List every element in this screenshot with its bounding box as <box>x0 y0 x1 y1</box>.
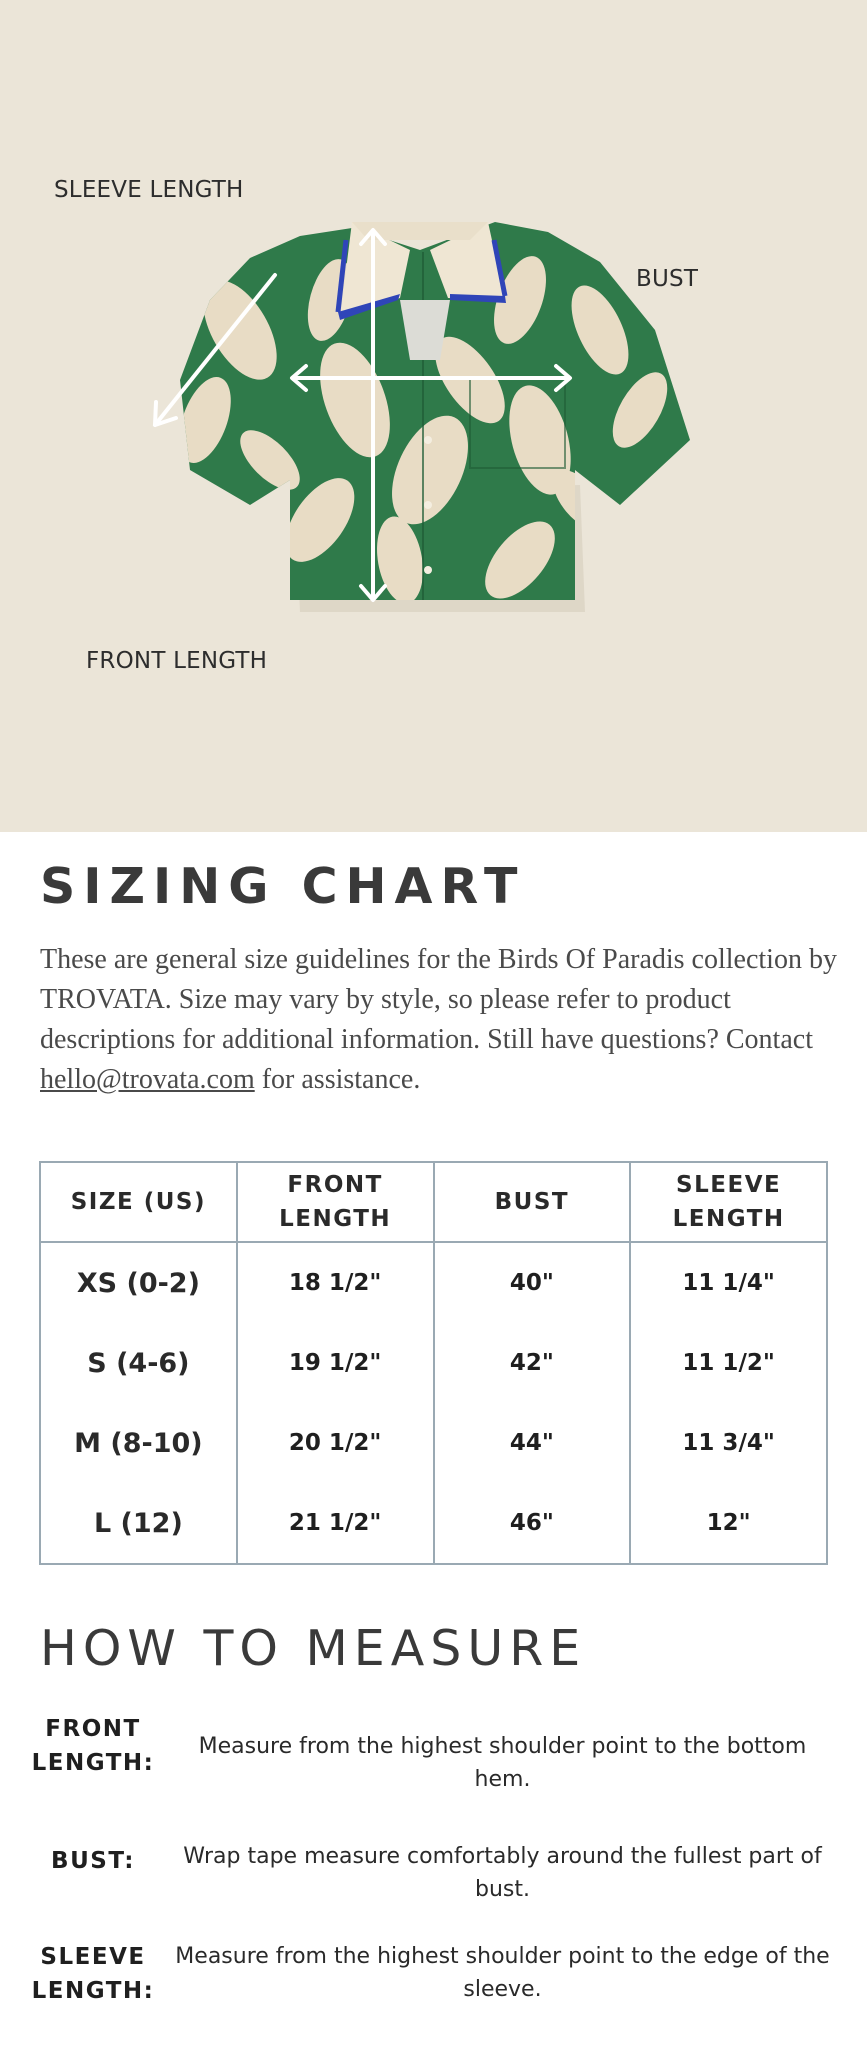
cell-sleeve-length: 11 3/4" <box>630 1403 827 1483</box>
cell-front-length: 18 1/2" <box>237 1242 434 1323</box>
contact-email-link[interactable]: hello@trovata.com <box>40 1064 255 1095</box>
measure-description: Wrap tape measure comfortably around the fullest part of bust. <box>183 1844 822 1902</box>
header-front-length <box>237 1162 434 1242</box>
cell-sleeve-length: 11 1/2" <box>630 1323 827 1403</box>
header-sleeve-length <box>630 1162 827 1242</box>
table-row <box>40 1403 827 1483</box>
cell-bust: 42" <box>434 1323 631 1403</box>
measure-description: Measure from the highest shoulder point to the bottom hem. <box>198 1734 807 1792</box>
sizing-chart-title: SIZING CHART <box>40 858 526 915</box>
header-front-line2: LENGTH <box>279 1206 392 1232</box>
measure-description: Measure from the highest shoulder point to the edge of the sleeve. <box>175 1944 830 2002</box>
measure-term: BUST: <box>51 1848 135 1874</box>
cell-front-length: 19 1/2" <box>237 1323 434 1403</box>
cell-size: L (12) <box>40 1483 237 1564</box>
header-sleeve-line2: LENGTH <box>672 1206 785 1232</box>
front-length-label: FRONT LENGTH <box>86 648 268 674</box>
intro-suffix: for assistance. <box>254 1064 421 1095</box>
cell-bust: 40" <box>434 1242 631 1323</box>
measure-term <box>28 1940 158 2008</box>
measure-term-line1: SLEEVE <box>40 1944 146 1970</box>
measure-term-line2: LENGTH: <box>31 1978 155 2004</box>
bust-label: BUST <box>636 266 699 292</box>
cell-bust: 44" <box>434 1403 631 1483</box>
cell-sleeve-length: 12" <box>630 1483 827 1564</box>
table-header-row <box>40 1162 827 1242</box>
intro-text: These are general size guidelines for the Birds Of Paradis collection by TROVATA. Size may vary by style, so please refer to product descriptions for additional information. Still have questions? Contact <box>40 944 837 1055</box>
cell-size: S (4-6) <box>40 1323 237 1403</box>
measure-term-line1: FRONT <box>45 1716 141 1742</box>
table-row <box>40 1483 827 1564</box>
measure-term-line2: LENGTH: <box>31 1750 155 1776</box>
measure-term <box>28 1712 158 1780</box>
header-sleeve-line1: SLEEVE <box>676 1172 782 1198</box>
cell-bust: 46" <box>434 1483 631 1564</box>
header-bust <box>434 1162 631 1242</box>
shirt-measurement-illustration <box>0 0 867 832</box>
header-size <box>40 1162 237 1242</box>
cell-sleeve-length: 11 1/4" <box>630 1242 827 1323</box>
sizing-intro <box>40 940 840 1100</box>
cell-front-length: 21 1/2" <box>237 1483 434 1564</box>
size-table <box>39 1161 828 1565</box>
cell-size: XS (0-2) <box>40 1242 237 1323</box>
header-front-line1: FRONT <box>287 1172 383 1198</box>
sleeve-length-label: SLEEVE LENGTH <box>54 177 244 203</box>
cell-size: M (8-10) <box>40 1403 237 1483</box>
how-to-measure-title: HOW TO MEASURE <box>40 1620 587 1677</box>
header-size-label: SIZE (US) <box>70 1189 207 1215</box>
table-row <box>40 1323 827 1403</box>
header-bust-label: BUST <box>494 1189 570 1215</box>
shirt-body <box>180 222 690 600</box>
table-row <box>40 1242 827 1323</box>
product-hero <box>0 0 867 832</box>
cell-front-length: 20 1/2" <box>237 1403 434 1483</box>
